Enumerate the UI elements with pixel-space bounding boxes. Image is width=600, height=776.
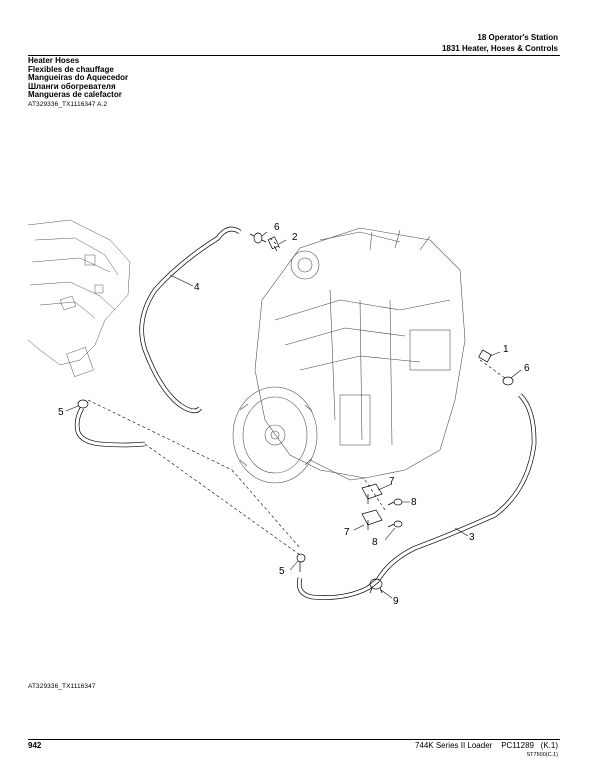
bolt-8-lower — [388, 521, 402, 527]
footer-rule — [28, 739, 560, 740]
fitting-2 — [268, 237, 279, 251]
heater-assembly-outline — [28, 220, 130, 377]
page-number: 942 — [28, 741, 42, 750]
figure-reference-top: AT329336_TX1116347 A.2 — [28, 101, 108, 108]
callout-7-lower: 7 — [344, 527, 350, 538]
callout-8-upper: 8 — [411, 497, 417, 508]
callout-1: 1 — [503, 344, 509, 355]
clamp-5-bottom — [297, 554, 305, 572]
group-title: 1831 Heater, Hoses & Controls — [441, 44, 558, 53]
bolt-8-upper — [388, 499, 402, 505]
title-fr: Flexibles de chauffage — [28, 64, 114, 74]
callout-5-bottom: 5 — [279, 566, 285, 577]
callout-3: 3 — [469, 532, 475, 543]
footer-pc: PC11289 — [501, 741, 534, 750]
title-ru: Шланги обогревателя — [28, 81, 116, 91]
callout-7-upper: 7 — [389, 476, 395, 487]
bracket-7-lower — [362, 510, 382, 530]
engine-outline — [233, 228, 465, 483]
callout-8-lower: 8 — [372, 537, 378, 548]
hose-3 — [378, 395, 534, 580]
footer-rev: (K.1) — [540, 741, 558, 750]
footer-code: ST7500(C.1) — [526, 752, 558, 758]
callout-2: 2 — [292, 232, 298, 243]
bracket-7-upper — [362, 484, 382, 504]
callout-5-left: 5 — [58, 407, 64, 418]
section-title: 18 Operator's Station — [477, 33, 558, 42]
callout-4: 4 — [194, 282, 200, 293]
callout-6-right: 6 — [524, 363, 530, 374]
title-pt: Mangueiras do Aquecedor — [28, 73, 129, 83]
title-es: Mangueras de calefactor — [28, 90, 122, 100]
callout-9: 9 — [393, 596, 399, 607]
callout-6-top: 6 — [274, 222, 280, 233]
figure-reference-bottom: AT329336_TX1116347 — [28, 683, 96, 690]
clamp-6-right — [503, 377, 513, 385]
footer-model — [415, 741, 558, 750]
footer-model-name: 744K Series II Loader — [414, 741, 493, 750]
clamp-5-left — [78, 400, 88, 408]
title-en: Heater Hoses — [28, 56, 80, 65]
